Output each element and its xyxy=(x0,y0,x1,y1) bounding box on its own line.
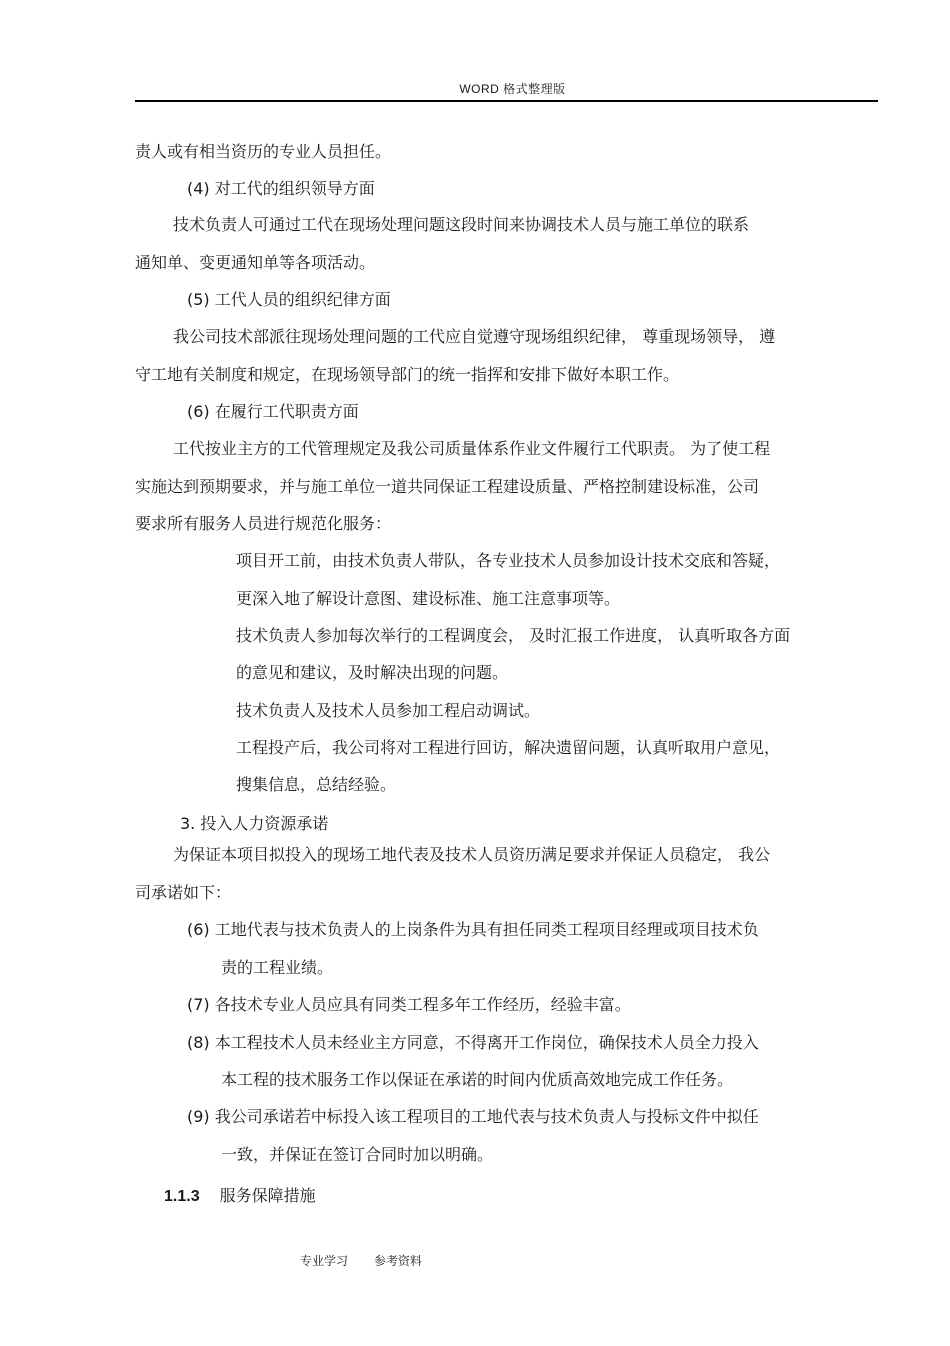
section-heading xyxy=(164,1186,316,1207)
section-title: 服务保障措施 xyxy=(219,1186,316,1205)
page-header: WORD 格式整理版 xyxy=(459,82,566,96)
list-line: 搜集信息，总结经验。 xyxy=(236,775,397,794)
list-line: (9) 我公司承诺若中标投入该工程项目的工地代表与技术负责人与投标文件中拟任 xyxy=(187,1107,759,1126)
list-line: (8) 本工程技术人员未经业主方同意，不得离开工作岗位，确保技术人员全力投入 xyxy=(187,1033,759,1052)
paragraph-line: 要求所有服务人员进行规范化服务： xyxy=(135,514,392,533)
list-line: 项目开工前，由技术负责人带队，各专业技术人员参加设计技术交底和答疑， xyxy=(236,551,781,570)
list-line: 一致，并保证在签订合同时加以明确。 xyxy=(221,1145,494,1164)
paragraph-line: 技术负责人可通过工代在现场处理问题这段时间来协调技术人员与施工单位的联系 xyxy=(173,215,750,234)
list-line: (6) 工地代表与技术负责人的上岗条件为具有担任同类工程项目经理或项目技术负 xyxy=(187,920,759,939)
footer-left-text: 专业学习 xyxy=(300,1254,349,1268)
section-number: 1.1.3 xyxy=(164,1188,200,1205)
list-line: 技术负责人参加每次举行的工程调度会， 及时汇报工作进度， 认真听取各方面 xyxy=(236,626,791,645)
list-line: 的意见和建议，及时解决出现的问题。 xyxy=(236,663,509,682)
subheading-line: (5) 工代人员的组织纪律方面 xyxy=(187,290,391,309)
numbered-heading: 3. 投入人力资源承诺 xyxy=(180,814,329,833)
paragraph-line: 通知单、变更通知单等各项活动。 xyxy=(135,253,376,272)
paragraph-line: 工代按业主方的工代管理规定及我公司质量体系作业文件履行工代职责。 为了使工程 xyxy=(173,439,771,458)
list-line: 责的工程业绩。 xyxy=(221,958,334,977)
subheading-line: (4) 对工代的组织领导方面 xyxy=(187,179,375,198)
list-line: 技术负责人及技术人员参加工程启动调试。 xyxy=(236,701,541,720)
list-line: 更深入地了解设计意图、建设标准、施工注意事项等。 xyxy=(236,589,621,608)
list-line: 本工程的技术服务工作以保证在承诺的时间内优质高效地完成工作任务。 xyxy=(221,1070,734,1089)
paragraph-line: 实施达到预期要求，并与施工单位一道共同保证工程建设质量、严格控制建设标准，公司 xyxy=(135,477,760,496)
paragraph-line: 为保证本项目拟投入的现场工地代表及技术人员资历满足要求并保证人员稳定， 我公 xyxy=(173,845,771,864)
paragraph-line: 司承诺如下： xyxy=(135,883,232,902)
paragraph-line: 我公司技术部派往现场处理问题的工代应自觉遵守现场组织纪律， 尊重现场领导， 遵 xyxy=(173,327,776,346)
paragraph-line: 守工地有关制度和规定，在现场领导部门的统一指挥和安排下做好本职工作。 xyxy=(135,365,680,384)
header-rule xyxy=(135,100,878,102)
footer-right-text: 参考资料 xyxy=(374,1254,423,1268)
subheading-line: (6) 在履行工代职责方面 xyxy=(187,402,359,421)
paragraph-line: 责人或有相当资历的专业人员担任。 xyxy=(135,142,392,161)
list-line: (7) 各技术专业人员应具有同类工程多年工作经历，经验丰富。 xyxy=(187,995,631,1014)
list-line: 工程投产后，我公司将对工程进行回访，解决遗留问题，认真听取用户意见， xyxy=(236,738,781,757)
page-footer xyxy=(300,1252,422,1269)
